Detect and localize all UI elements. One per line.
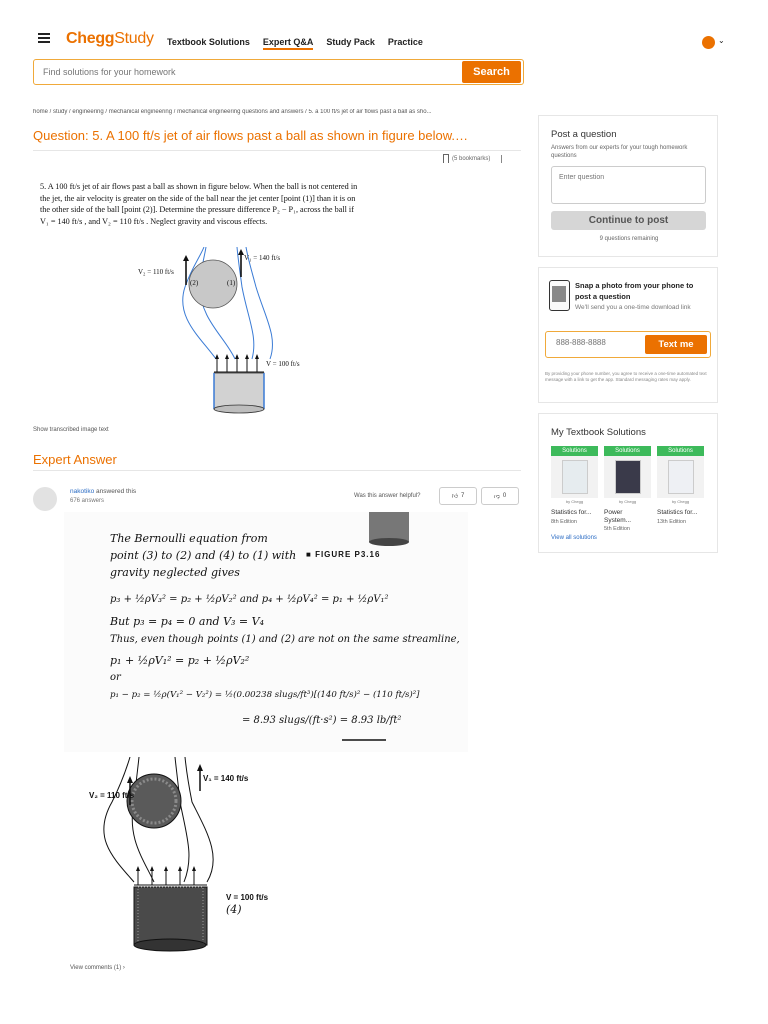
bookmark-count: (5 bookmarks) (452, 155, 491, 162)
publisher-label: by Chegg (618, 499, 637, 504)
solution-line: Thus, even though points (1) and (2) are not on the same streamline, (110, 634, 460, 645)
sms-disclaimer: By providing your phone number, you agree to receive a one-time automated text message with a link to get the app. Standard messaging rates may apply. (545, 371, 707, 382)
expert-avatar[interactable] (33, 487, 57, 511)
book-cover (668, 460, 694, 494)
solution-line: point (3) to (2) and (4) to (1) with (110, 549, 297, 562)
menu-icon[interactable] (38, 33, 50, 43)
expert-answer-heading: Expert Answer (33, 452, 117, 467)
show-transcribed-link[interactable]: Show transcribed image text (33, 427, 109, 433)
thumbs-down-icon: 👎︎ (493, 494, 500, 500)
figure-caption-text: FIGURE P3.16 (315, 550, 381, 559)
question-input[interactable] (551, 166, 706, 204)
chevron-right-icon: › (122, 965, 125, 971)
question-line: V₁ = 140 ft/s , and V₂ = 110 ft/s . Neglect gravity and viscous effects. (40, 217, 268, 227)
solution-line: But p₃ = p₄ = 0 and V₃ = V₄ (110, 615, 264, 628)
user-avatar[interactable] (702, 36, 715, 49)
textbook-card[interactable] (657, 446, 704, 532)
expert-byline (70, 488, 136, 495)
solutions-badge: Solutions (657, 446, 704, 456)
nav-study-pack[interactable]: Study Pack (326, 37, 375, 47)
publisher-label: by Chegg (671, 499, 690, 504)
post-question-subtitle: Answers from our experts for your tough homework questions (551, 145, 688, 159)
book-title: Statistics for... (551, 509, 592, 516)
thumbs-down-button[interactable] (481, 487, 519, 505)
divider (33, 470, 521, 471)
search-button[interactable]: Search (462, 61, 521, 83)
question-body (40, 181, 410, 228)
post-question-panel (538, 115, 718, 257)
publisher-label: by Chegg (565, 499, 584, 504)
solutions-badge: Solutions (604, 446, 651, 456)
textbook-solutions-title: My Textbook Solutions (551, 427, 646, 438)
answer-solution-image (64, 512, 468, 752)
bookmark-icon[interactable] (443, 154, 449, 163)
logo-product: Study (114, 30, 154, 47)
divider (33, 150, 521, 151)
textbook-card[interactable] (551, 446, 598, 532)
search-bar (33, 59, 524, 85)
v1-label: V₁ = 140 ft/s (244, 254, 281, 262)
answer-v2-label: V₂ = 110 ft/s (89, 791, 135, 800)
thumbs-up-icon: 👍︎ (451, 494, 458, 500)
thumbs-up-button[interactable] (439, 487, 477, 505)
phone-input[interactable] (556, 338, 636, 347)
flag-icon[interactable] (501, 155, 508, 163)
solution-line: p₃ + ½ρV₃² = p₂ + ½ρV₂² and p₄ + ½ρV₄² = p₁ + ½ρV₁² (110, 594, 389, 605)
book-cover (562, 460, 588, 494)
question-line: the other side of the ball [point (2)]. Determine the pressure difference P₂ − P₁, across the ball if (40, 205, 354, 215)
post-question-title: Post a question (551, 129, 617, 140)
point-4-label: (4) (226, 903, 242, 916)
v-label: V = 100 ft/s (266, 360, 300, 368)
snap-photo-panel (538, 267, 718, 403)
book-title: Statistics for... (657, 509, 698, 516)
nav-expert-qa[interactable]: Expert Q&A (262, 37, 314, 47)
question-figure (130, 247, 320, 415)
book-title: Power System... (604, 509, 632, 524)
textbook-card[interactable] (604, 446, 651, 532)
point-1-label: (1) (227, 279, 236, 287)
solution-line: = 8.93 slugs/(ft·s²) = 8.93 lb/ft² (242, 715, 402, 726)
bookmark-control[interactable] (443, 154, 508, 163)
result-underline (64, 512, 468, 752)
breadcrumb[interactable]: home / study / engineering / mechanical engineering / mechanical engineering questions and answers / 5. a 100 ft/s jet of air flows past a ball as sho... (33, 109, 432, 115)
view-comments-text: View comments (1) (70, 965, 122, 971)
point-2-label: (2) (190, 279, 199, 287)
textbook-list (551, 446, 704, 532)
answer-v-label: V = 100 ft/s (226, 893, 269, 902)
solution-line: p₁ + ½ρV₁² = p₂ + ½ρV₂² (110, 654, 250, 667)
continue-to-post-button[interactable]: Continue to post (551, 211, 706, 230)
book-edition: 5th Edition (604, 526, 630, 532)
solutions-badge: Solutions (551, 446, 598, 456)
cover-frame (604, 456, 651, 498)
questions-remaining: 9 questions remaining (599, 236, 659, 242)
chevron-down-icon[interactable]: ⌄ (718, 36, 725, 45)
upvote-count: 7 (460, 493, 465, 499)
book-edition: 13th Edition (657, 518, 687, 525)
question-line: the jet, the air velocity is greater on the side of the ball near the jet center [point (1)] than it is on (40, 193, 356, 203)
view-comments-link[interactable] (70, 965, 125, 971)
solution-line: p₁ − p₂ = ½ρ(V₁² − V₂²) = ½(0.00238 slugs/ft³)[(140 ft/s)² − (110 ft/s)²] (110, 690, 420, 700)
phone-form (545, 331, 711, 358)
expert-name-link[interactable]: nakotiko (70, 488, 95, 495)
search-input[interactable] (34, 60, 462, 84)
expert-answer-count: 676 answers (70, 498, 105, 504)
book-edition: 8th Edition (551, 518, 577, 525)
text-me-button[interactable]: Text me (645, 335, 707, 354)
solution-line: gravity neglected gives (110, 566, 240, 579)
question-title: Question: 5. A 100 ft/s jet of air flows past a ball as shown in figure below.… (33, 128, 469, 143)
textbook-solutions-panel (538, 413, 718, 553)
main-nav (167, 37, 423, 47)
answer-v1-label: V₁ = 140 ft/s (203, 774, 249, 783)
cover-frame (657, 456, 704, 498)
question-line: 5. A 100 ft/s jet of air flows past a ball as shown in figure below. When the ball is not centered in (40, 182, 358, 191)
v2-label: V₂ = 110 ft/s (138, 268, 174, 276)
book-cover (615, 460, 641, 494)
snap-title: Snap a photo from your phone to post a question (575, 281, 694, 301)
chegg-study-logo[interactable] (66, 30, 154, 48)
nav-practice[interactable]: Practice (387, 37, 423, 47)
phone-icon (549, 280, 570, 311)
expert-answered-text: answered this (96, 488, 137, 495)
logo-brand: Chegg (66, 30, 115, 47)
helpful-prompt: Was this answer helpful? (354, 493, 421, 499)
downvote-count: 0 (502, 493, 507, 499)
nav-textbook-solutions[interactable]: Textbook Solutions (167, 37, 250, 47)
view-all-solutions-link[interactable]: View all solutions (551, 535, 597, 541)
snap-subtitle: We'll send you a one-time download link (575, 304, 691, 311)
figure-caption: ■ FIGURE P3.16 (306, 550, 381, 559)
solution-line: The Bernoulli equation from (110, 532, 268, 545)
solution-line: or (110, 672, 121, 683)
cover-frame (551, 456, 598, 498)
answer-figure (72, 757, 282, 955)
